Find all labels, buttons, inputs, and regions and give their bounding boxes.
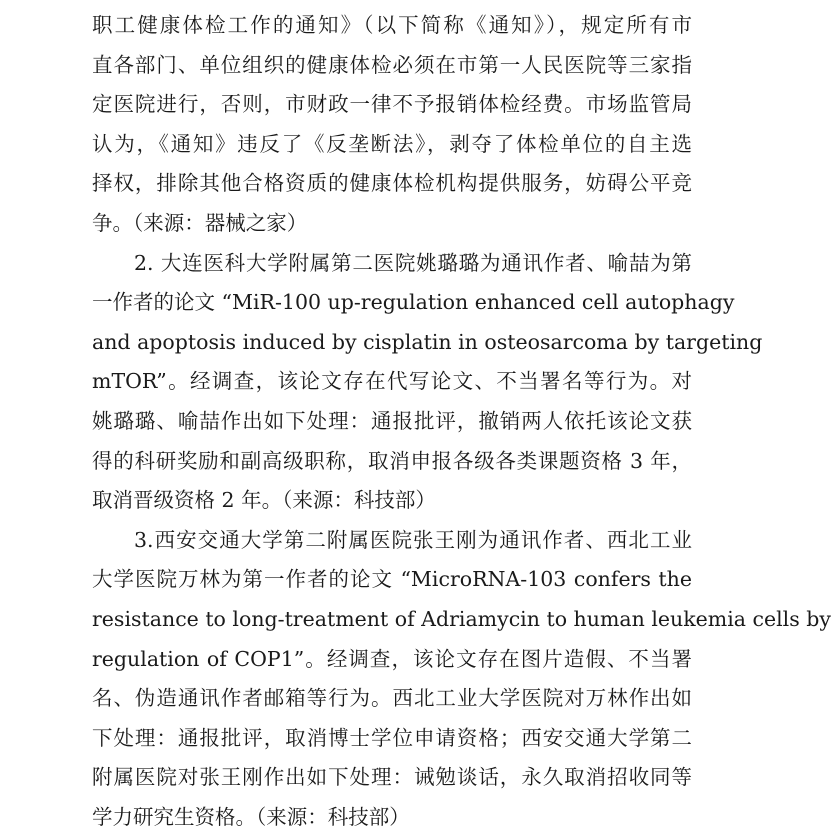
text-line: 姚璐璐、喻喆作出如下处理：通报批评，撤销两人依托该论文获 xyxy=(92,408,692,433)
text-line: 附属医院对张王刚作出如下处理：诫勉谈话，永久取消招收同等 xyxy=(92,765,692,790)
text-line: 取消晋级资格 2 年。（来源：科技部） xyxy=(92,488,436,513)
paragraph-3-start: 3.西安交通大学第二附属医院张王刚为通讯作者、西北工业 xyxy=(134,527,692,552)
text-line: 认为，《通知》违反了《反垄断法》，剥夺了体检单位的自主选 xyxy=(92,131,692,156)
text-line: 职工健康体检工作的通知》（以下简称《通知》），规定所有市 xyxy=(92,13,692,37)
text-line: and apoptosis induced by cisplatin in osteosarcoma by targeting xyxy=(92,329,763,354)
text-line: 下处理：通报批评，取消博士学位申请资格；西安交通大学第二 xyxy=(92,725,692,750)
text-line: resistance to long-treatment of Adriamycin to human leukemia cells by xyxy=(92,606,831,631)
text-line: 直各部门、单位组织的健康体检必须在市第一人民医院等三家指 xyxy=(92,52,692,77)
text-line: 名、伪造通讯作者邮箱等行为。西北工业大学医院对万林作出如 xyxy=(92,686,692,711)
text-line: mTOR”。经调查，该论文存在代写论文、不当署名等行为。对 xyxy=(92,369,692,394)
text-line: 得的科研奖励和副高级职称，取消申报各级各类课题资格 3 年， xyxy=(92,448,692,473)
text-line: 择权，排除其他合格资质的健康体检机构提供服务，妨碍公平竞 xyxy=(92,171,692,196)
text-line: 学力研究生资格。（来源：科技部） xyxy=(92,804,410,829)
paragraph-2-start: 2. 大连医科大学附属第二医院姚璐璐为通讯作者、喻喆为第 xyxy=(134,250,692,275)
document-body xyxy=(92,6,831,837)
text-line: 大学医院万林为第一作者的论文 “MicroRNA-103 confers the xyxy=(92,567,692,592)
text-line: 一作者的论文 “MiR-100 up-regulation enhanced cell autophagy xyxy=(92,290,735,315)
text-line: regulation of COP1”。经调查，该论文存在图片造假、不当署 xyxy=(92,646,692,671)
text-line: 定医院进行，否则，市财政一律不予报销体检经费。市场监管局 xyxy=(92,92,692,117)
text-line: 争。（来源：器械之家） xyxy=(92,210,308,235)
